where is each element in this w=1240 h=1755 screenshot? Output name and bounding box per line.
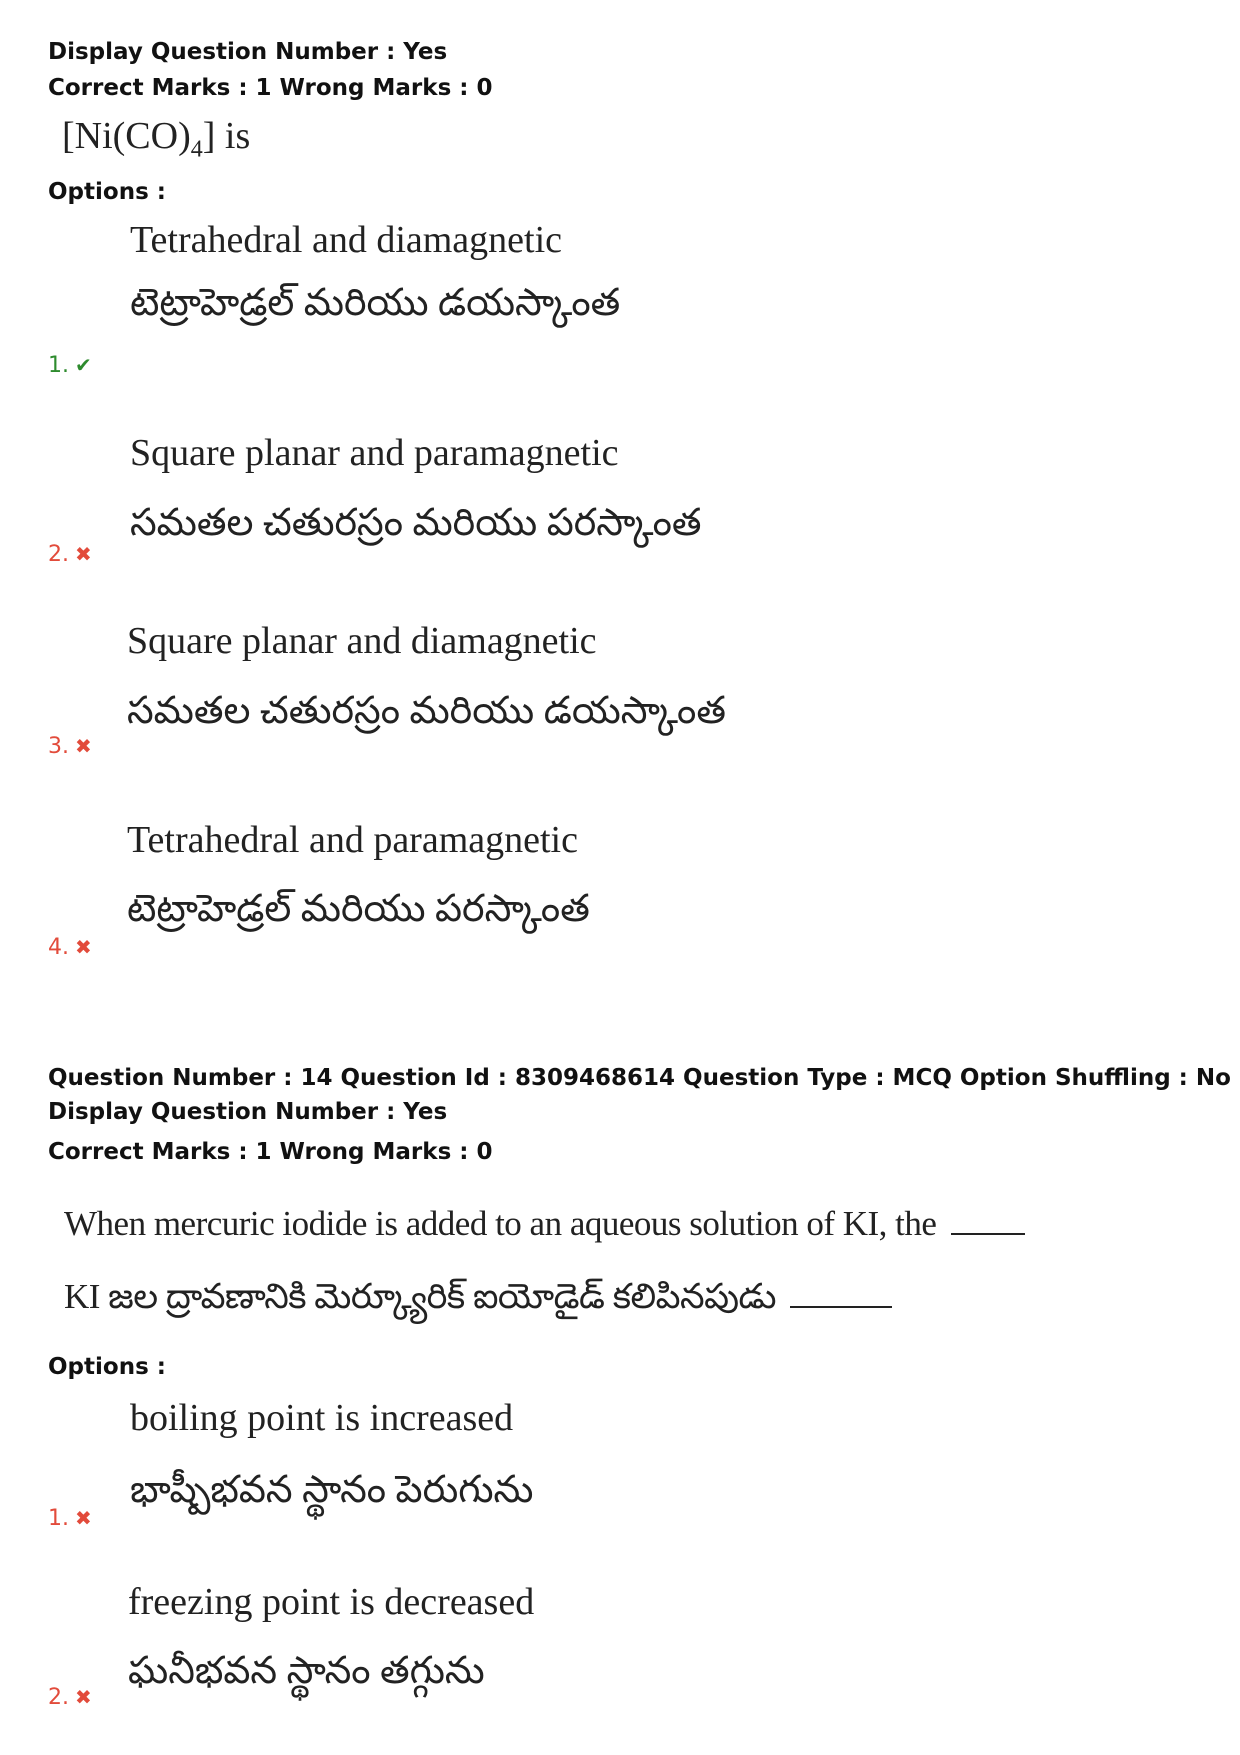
question-text-english <box>64 1203 1025 1245</box>
question-formula-post: ] is <box>202 115 251 157</box>
question-formula-pre: [Ni(CO) <box>62 115 191 157</box>
display-question-number: Display Question Number : Yes <box>48 1099 448 1125</box>
option-1-telugu: టెట్రాహెడ్రల్ మరియు డయస్కాంత <box>130 282 621 324</box>
option-1-telugu: భాష్పీభవన స్థానం పెరుగును <box>130 1469 534 1511</box>
cross-icon: ✖ <box>75 935 92 959</box>
options-label: Options : <box>48 1354 166 1380</box>
option-2-telugu: ఘనీభవన స్థానం తగ్గును <box>128 1650 485 1692</box>
option-4-english: Tetrahedral and paramagnetic <box>127 819 578 861</box>
answer-blank <box>951 1233 1025 1235</box>
option-3-telugu: సమతల చతురస్రం మరియు డయస్కాంత <box>127 690 726 732</box>
question-english-text: When mercuric iodide is added to an aqueous solution of KI, the <box>64 1204 937 1243</box>
marks-info: Correct Marks : 1 Wrong Marks : 0 <box>48 75 493 101</box>
option-1-number: 1. <box>48 353 69 378</box>
option-2-english: Square planar and paramagnetic <box>130 432 619 474</box>
display-question-number: Display Question Number : Yes <box>48 39 448 65</box>
option-2-english: freezing point is decreased <box>128 1581 535 1623</box>
option-1-english: boiling point is increased <box>130 1397 514 1439</box>
check-icon: ✔ <box>75 353 92 377</box>
cross-icon: ✖ <box>75 734 92 758</box>
option-1-english: Tetrahedral and diamagnetic <box>130 219 563 261</box>
question-formula-subscript: 4 <box>190 136 203 163</box>
answer-blank <box>790 1306 892 1308</box>
marks-info: Correct Marks : 1 Wrong Marks : 0 <box>48 1139 493 1165</box>
question-telugu-text: KI జల ద్రావణానికి మెర్క్యూరిక్ ఐయోడైడ్ కలిపినపుడు <box>64 1277 777 1316</box>
option-2-marker <box>48 1684 92 1711</box>
option-4-marker <box>48 934 92 961</box>
cross-icon: ✖ <box>75 542 92 566</box>
option-3-english: Square planar and diamagnetic <box>127 620 597 662</box>
question-text-telugu <box>64 1276 892 1318</box>
option-3-marker <box>48 733 92 760</box>
option-1-marker <box>48 352 92 379</box>
option-2-number: 2. <box>48 542 69 567</box>
option-2-marker <box>48 541 92 568</box>
options-label: Options : <box>48 179 166 205</box>
cross-icon: ✖ <box>75 1506 92 1530</box>
option-4-number: 4. <box>48 935 69 960</box>
option-1-marker <box>48 1505 92 1532</box>
option-1-number: 1. <box>48 1506 69 1531</box>
question-text <box>62 114 251 163</box>
option-2-telugu: సమతల చతురస్రం మరియు పరస్కాంత <box>130 502 702 544</box>
option-2-number: 2. <box>48 1685 69 1710</box>
cross-icon: ✖ <box>75 1685 92 1709</box>
question-header: Question Number : 14 Question Id : 8309468614 Question Type : MCQ Option Shuffling : No <box>48 1065 1231 1091</box>
option-4-telugu: టెట్రాహెడ్రల్ మరియు పరస్కాంత <box>127 888 590 930</box>
option-3-number: 3. <box>48 734 69 759</box>
